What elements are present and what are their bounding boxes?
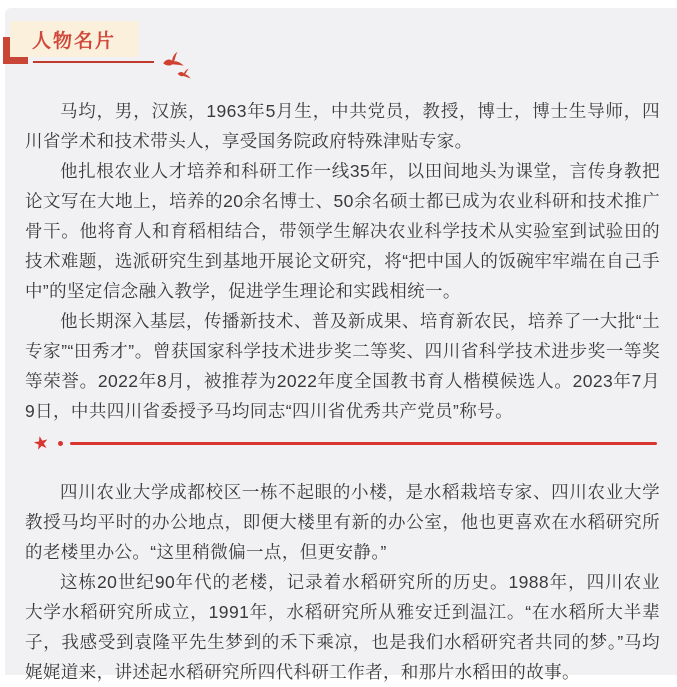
paragraph-bio-intro: 马均，男，汉族，1963年5月生，中共党员，教授，博士，博士生导师，四川省学术和技术带头人，享受国务院政府特殊津贴专家。 — [25, 96, 660, 156]
dot-decoration — [58, 441, 63, 446]
divider-line — [70, 442, 657, 445]
paragraph-teaching: 他扎根农业人才培养和科研工作一线35年，以田间地头为课堂，言传身教把论文写在大地上，培养的20余名博士、50余名硕士都已成为农业科研和技术推广骨干。他将育人和育稻相结合，带领学生解决农业科学技术从实验室到试验田的技术难题，选派研究生到基地开展论文研究，将“把中国人的饭碗牢牢端在自己手中”的坚定信念融入教学，促进学生理论和实践相统一。 — [25, 156, 660, 306]
paragraph-office: 四川农业大学成都校区一栋不起眼的小楼，是水稻栽培专家、四川农业大学教授马均平时的办公地点，即便大楼里有新的办公室，他也更喜欢在水稻研究所的老楼里办公。“这里稍微偏一点，但更安静。” — [25, 477, 660, 567]
section-title-badge — [10, 21, 138, 57]
star-icon: ★ — [31, 433, 51, 454]
bird-icon — [176, 67, 192, 80]
paragraph-institute-history: 这栋20世纪90年代的老楼，记录着水稻研究所的历史。1988年，四川农业大学水稻研究所成立，1991年，水稻研究所从雅安迁到温江。“在水稻所大半辈子，我感受到袁隆平先生梦到的禾下乘凉，也是我们水稻研究者共同的梦。”马均娓娓道来，讲述起水稻研究所四代科研工作者，和那片水稻田的故事。 — [25, 567, 660, 687]
section-divider — [33, 433, 657, 453]
article-body — [5, 96, 677, 687]
article-page — [5, 8, 677, 675]
page-title: 人物名片 — [32, 26, 116, 53]
title-underline — [33, 61, 154, 63]
section-header — [5, 8, 677, 96]
paragraph-honors: 他长期深入基层，传播新技术、普及新成果、培育新农民，培养了一大批“土专家”“田秀才”。曾获国家科学技术进步奖二等奖、四川省科学技术进步奖一等奖等荣誉。2022年8月，被推荐为2022年度全国教书育人楷模候选人。2023年7月9日，中共四川省委授予马均同志“四川省优秀共产党员”称号。 — [25, 306, 660, 426]
